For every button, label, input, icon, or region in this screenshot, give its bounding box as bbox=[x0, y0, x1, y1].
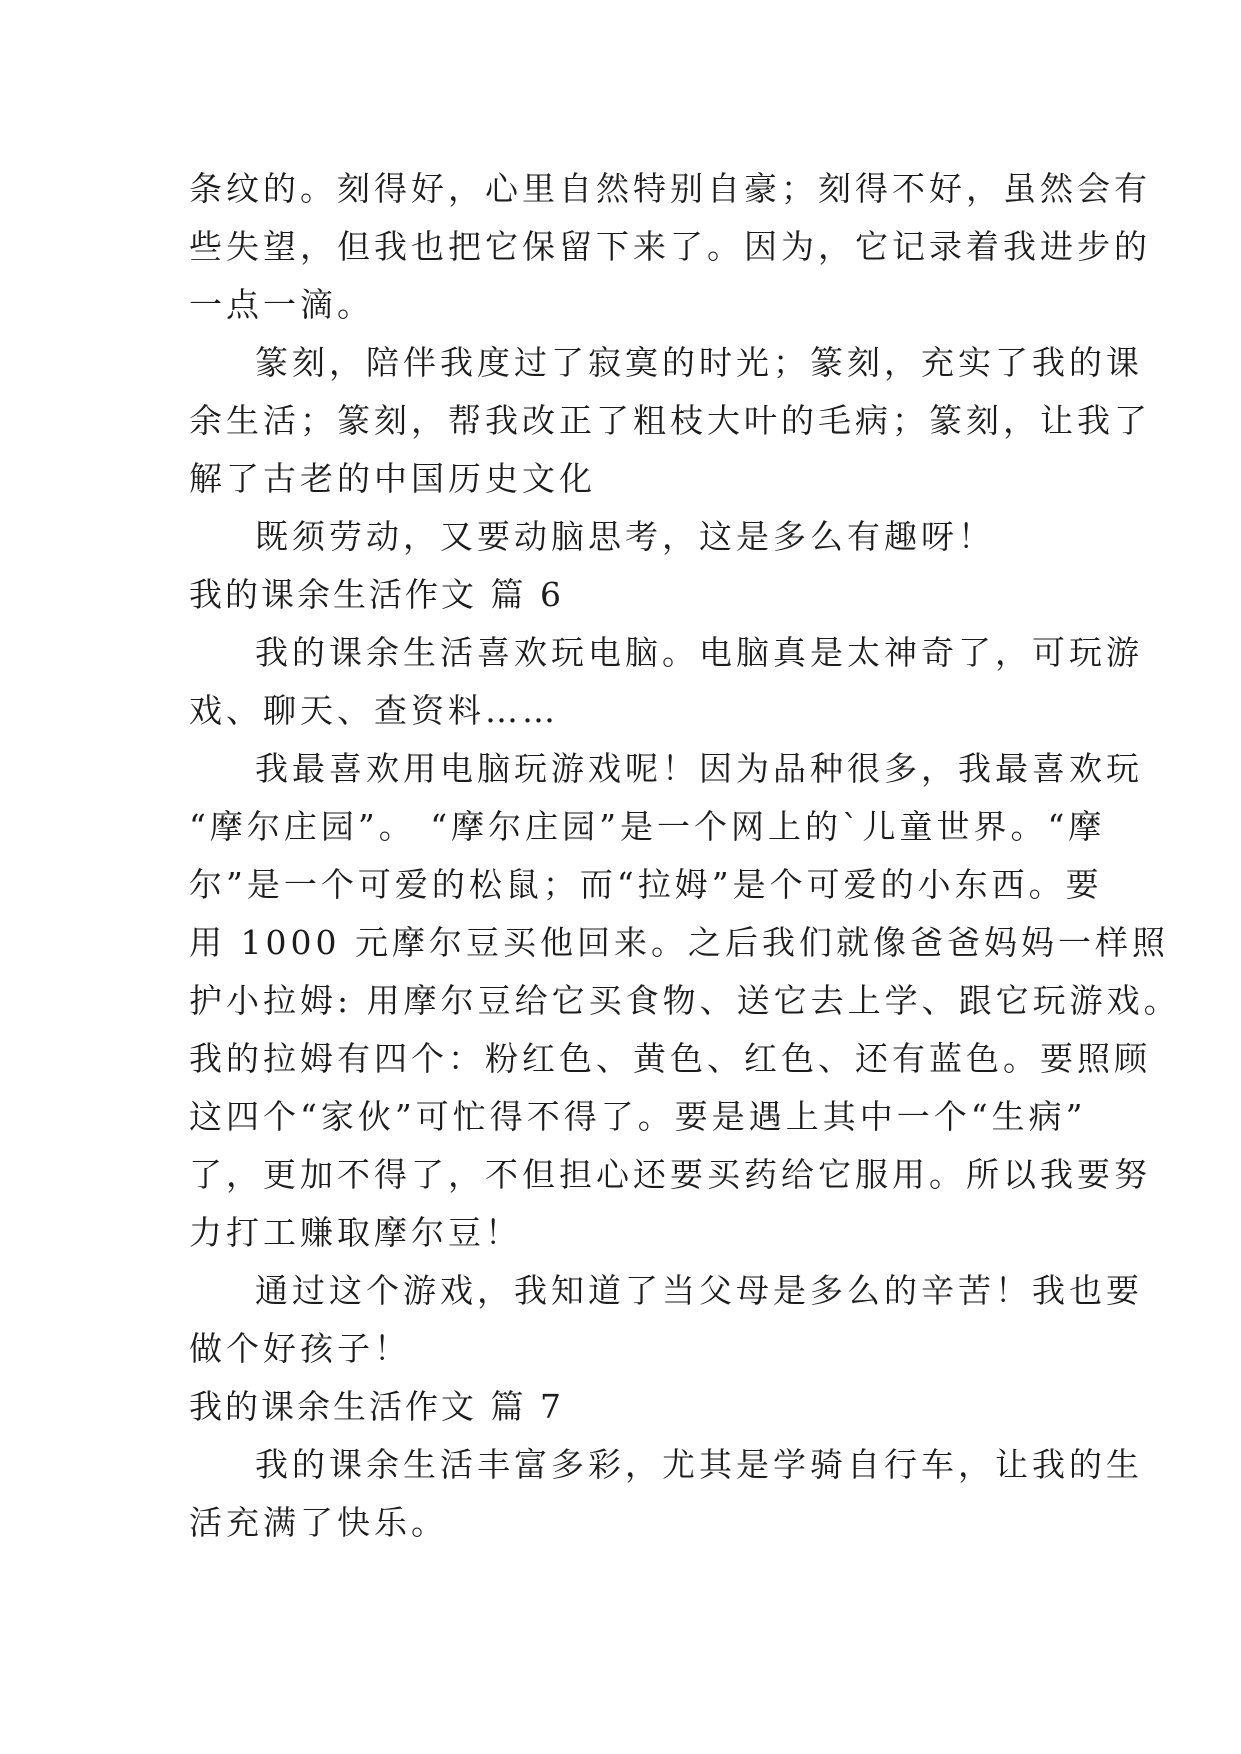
paragraph-line: 我的课余生活丰富多彩，尤其是学骑自行车，让我的生 bbox=[255, 1445, 1143, 1484]
paragraph-line: 力打工赚取摩尔豆！ bbox=[189, 1213, 522, 1252]
paragraph-line: 尔”是一个可爱的松鼠；而“拉姆”是个可爱的小东西。要 bbox=[189, 865, 1103, 904]
paragraph bbox=[189, 1436, 1143, 1552]
paragraph-line: 些失望，但我也把它保留下来了。因为，它记录着我进步的 bbox=[189, 227, 1151, 266]
paragraph-line: “摩尔庄园”。 “摩尔庄园”是一个网上的`儿童世界。“摩 bbox=[189, 807, 1106, 846]
paragraph-line: 解了古老的中国历史文化 bbox=[189, 459, 596, 498]
paragraph bbox=[189, 334, 1151, 508]
paragraph-line: 余生活；篆刻，帮我改正了粗枝大叶的毛病；篆刻，让我了 bbox=[189, 401, 1151, 440]
section-heading bbox=[189, 1378, 1069, 1436]
paragraph-line: 篆刻，陪伴我度过了寂寞的时光；篆刻，充实了我的课 bbox=[255, 343, 1143, 382]
paragraph bbox=[189, 1262, 1143, 1378]
paragraph-line: 我的拉姆有四个：粉红色、黄色、红色、还有蓝色。要照顾 bbox=[189, 1039, 1151, 1078]
paragraph bbox=[189, 508, 1069, 566]
paragraph-line: 一点一滴。 bbox=[189, 285, 374, 324]
paragraph-line: 我最喜欢用电脑玩游戏呢！因为品种很多，我最喜欢玩 bbox=[255, 749, 1143, 788]
paragraph-line: 这四个“家伙”可忙得不得了。要是遇上其中一个“生病” bbox=[189, 1097, 1087, 1136]
heading-text: 我的课余生活作文 篇 7 bbox=[189, 1387, 564, 1426]
heading-text: 我的课余生活作文 篇 6 bbox=[189, 575, 564, 614]
paragraph-line: 戏、聊天、查资料…… bbox=[189, 691, 559, 730]
paragraph-line: 条纹的。刻得好，心里自然特别自豪；刻得不好，虽然会有 bbox=[189, 169, 1151, 208]
paragraph bbox=[189, 160, 1151, 334]
paragraph-line: 护小拉姆: 用摩尔豆给它买食物、送它去上学、跟它玩游戏。 bbox=[189, 981, 1181, 1020]
paragraph-line: 用 1000 元摩尔豆买他回来。之后我们就像爸爸妈妈一样照 bbox=[189, 923, 1169, 962]
paragraph-line: 了，更加不得了，不但担心还要买药给它服用。所以我要努 bbox=[189, 1155, 1151, 1194]
paragraph-line: 做个好孩子！ bbox=[189, 1329, 411, 1368]
paragraph-line: 通过这个游戏，我知道了当父母是多么的辛苦！我也要 bbox=[255, 1271, 1143, 1310]
paragraph-line: 活充满了快乐。 bbox=[189, 1503, 448, 1542]
paragraph bbox=[189, 740, 1181, 1262]
section-heading bbox=[189, 566, 1069, 624]
paragraph-line: 既须劳动，又要动脑思考，这是多么有趣呀！ bbox=[255, 517, 995, 556]
paragraph-line: 我的课余生活喜欢玩电脑。电脑真是太神奇了，可玩游 bbox=[255, 633, 1143, 672]
paragraph bbox=[189, 624, 1143, 740]
document-body bbox=[189, 160, 1181, 1552]
